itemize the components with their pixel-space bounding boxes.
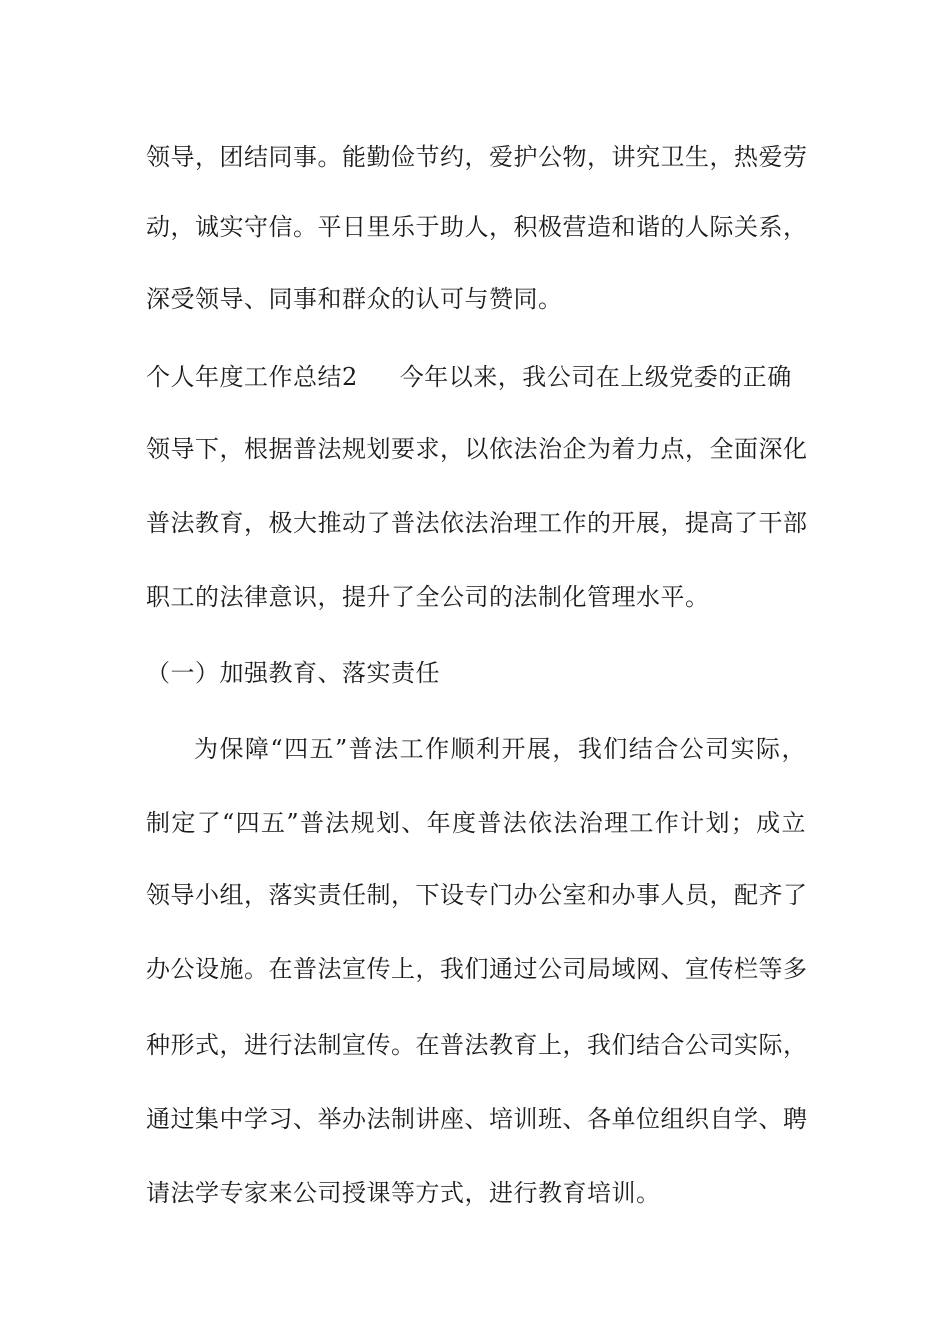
paragraph-line: 种形式，进行法制宣传。在普法教育上，我们结合公司实际， — [146, 1031, 808, 1059]
paragraph-line: 今年以来，我公司在上级党委的正确 — [399, 363, 792, 391]
section-heading: （一）加强教育、落实责任 — [146, 659, 440, 687]
paragraph-line: 通过集中学习、举办法制讲座、培训班、各单位组织自学、聘 — [146, 1105, 808, 1133]
paragraph-line: 领导小组，落实责任制，下设专门办公室和办事人员，配齐了 — [146, 881, 808, 909]
paragraph-line: 普法教育，极大推动了普法依法治理工作的开展，提高了干部 — [146, 509, 808, 537]
paragraph-line: 办公设施。在普法宣传上，我们通过公司局域网、宣传栏等多 — [146, 955, 808, 983]
paragraph-line: 职工的法律意识，提升了全公司的法制化管理水平。 — [146, 583, 710, 611]
paragraph-line: 请法学专家来公司授课等方式，进行教育培训。 — [146, 1179, 661, 1207]
paragraph-line: 深受领导、同事和群众的认可与赞同。 — [146, 285, 563, 313]
paragraph-line: 动，诚实守信。平日里乐于助人，积极营造和谐的人际关系， — [146, 213, 808, 241]
summary-title-line — [146, 362, 806, 392]
summary-title: 个人年度工作总结2 — [146, 363, 358, 391]
paragraph-line: 领导，团结同事。能勤俭节约，爱护公物，讲究卫生，热爱劳 — [146, 143, 808, 171]
paragraph-line: 领导下，根据普法规划要求，以依法治企为着力点，全面深化 — [146, 435, 808, 463]
paragraph-line: 为保障“四五”普法工作顺利开展，我们结合公司实际， — [194, 735, 806, 763]
paragraph-line: 制定了“四五”普法规划、年度普法依法治理工作计划；成立 — [146, 809, 806, 837]
